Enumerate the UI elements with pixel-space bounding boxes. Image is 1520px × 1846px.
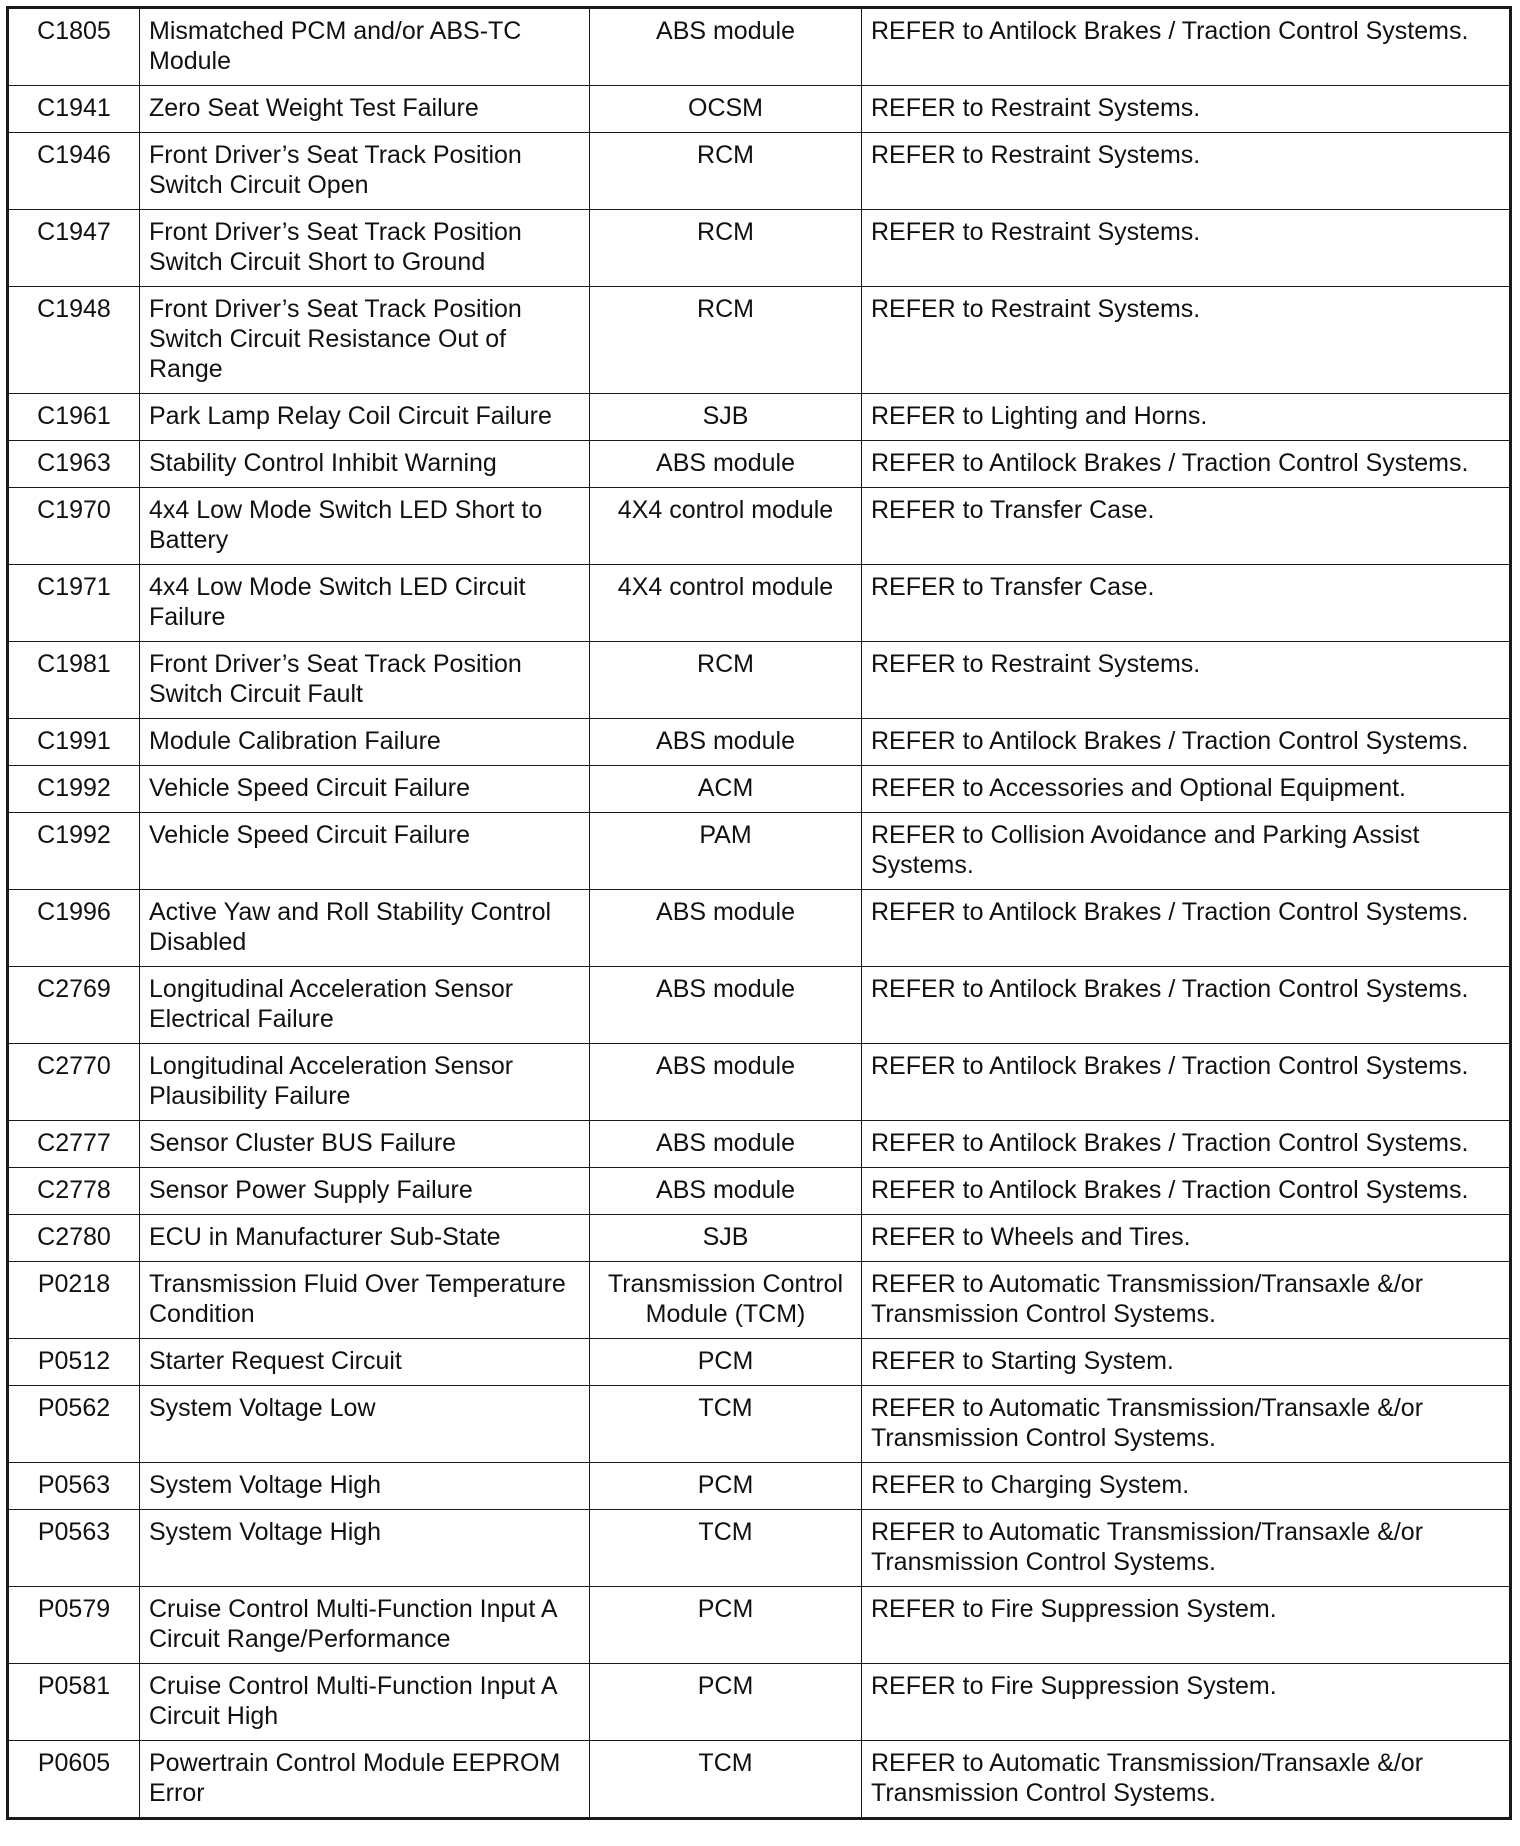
- dtc-action-cell: REFER to Restraint Systems.: [862, 287, 1511, 394]
- dtc-module-cell: 4X4 control module: [590, 565, 862, 642]
- dtc-action-cell: REFER to Restraint Systems.: [862, 133, 1511, 210]
- table-row: [8, 642, 1511, 719]
- dtc-action-cell: REFER to Accessories and Optional Equipment.: [862, 766, 1511, 813]
- table-row: [8, 394, 1511, 441]
- dtc-module-cell: ACM: [590, 766, 862, 813]
- table-row: [8, 441, 1511, 488]
- table-row: [8, 210, 1511, 287]
- dtc-code-cell: P0581: [8, 1664, 140, 1741]
- dtc-action-cell: REFER to Automatic Transmission/Transaxle &/or Transmission Control Systems.: [862, 1741, 1511, 1819]
- dtc-action-cell: REFER to Restraint Systems.: [862, 86, 1511, 133]
- dtc-module-cell: RCM: [590, 210, 862, 287]
- dtc-module-cell: RCM: [590, 287, 862, 394]
- dtc-module-cell: ABS module: [590, 441, 862, 488]
- dtc-module-cell: ABS module: [590, 719, 862, 766]
- dtc-table-body: [8, 8, 1511, 1819]
- dtc-code-cell: C1963: [8, 441, 140, 488]
- dtc-action-cell: REFER to Starting System.: [862, 1339, 1511, 1386]
- dtc-module-cell: ABS module: [590, 967, 862, 1044]
- dtc-code-cell: P0218: [8, 1262, 140, 1339]
- table-row: [8, 813, 1511, 890]
- dtc-action-cell: REFER to Transfer Case.: [862, 488, 1511, 565]
- table-row: [8, 967, 1511, 1044]
- table-row: [8, 1168, 1511, 1215]
- table-row: [8, 1386, 1511, 1463]
- dtc-action-cell: REFER to Fire Suppression System.: [862, 1664, 1511, 1741]
- dtc-description-cell: Longitudinal Acceleration Sensor Plausibility Failure: [140, 1044, 590, 1121]
- dtc-code-cell: C1946: [8, 133, 140, 210]
- dtc-description-cell: 4x4 Low Mode Switch LED Short to Battery: [140, 488, 590, 565]
- table-row: [8, 1587, 1511, 1664]
- dtc-description-cell: Vehicle Speed Circuit Failure: [140, 766, 590, 813]
- table-row: [8, 1741, 1511, 1819]
- dtc-description-cell: Vehicle Speed Circuit Failure: [140, 813, 590, 890]
- dtc-action-cell: REFER to Antilock Brakes / Traction Control Systems.: [862, 441, 1511, 488]
- dtc-code-cell: P0512: [8, 1339, 140, 1386]
- dtc-module-cell: ABS module: [590, 890, 862, 967]
- dtc-description-cell: System Voltage Low: [140, 1386, 590, 1463]
- table-row: [8, 719, 1511, 766]
- dtc-code-cell: C2780: [8, 1215, 140, 1262]
- dtc-module-cell: TCM: [590, 1386, 862, 1463]
- dtc-description-cell: Zero Seat Weight Test Failure: [140, 86, 590, 133]
- dtc-code-cell: C1981: [8, 642, 140, 719]
- table-row: [8, 1044, 1511, 1121]
- dtc-action-cell: REFER to Restraint Systems.: [862, 642, 1511, 719]
- dtc-description-cell: Front Driver’s Seat Track Position Switch Circuit Fault: [140, 642, 590, 719]
- dtc-description-cell: Sensor Power Supply Failure: [140, 1168, 590, 1215]
- dtc-action-cell: REFER to Collision Avoidance and Parking Assist Systems.: [862, 813, 1511, 890]
- dtc-code-cell: C1805: [8, 8, 140, 86]
- dtc-description-cell: Cruise Control Multi-Function Input A Circuit High: [140, 1664, 590, 1741]
- dtc-description-cell: ECU in Manufacturer Sub-State: [140, 1215, 590, 1262]
- dtc-module-cell: TCM: [590, 1510, 862, 1587]
- dtc-action-cell: REFER to Antilock Brakes / Traction Control Systems.: [862, 1044, 1511, 1121]
- table-row: [8, 1664, 1511, 1741]
- dtc-module-cell: Transmission Control Module (TCM): [590, 1262, 862, 1339]
- table-row: [8, 1262, 1511, 1339]
- dtc-code-cell: C1971: [8, 565, 140, 642]
- table-row: [8, 766, 1511, 813]
- dtc-description-cell: System Voltage High: [140, 1510, 590, 1587]
- dtc-description-cell: Sensor Cluster BUS Failure: [140, 1121, 590, 1168]
- dtc-action-cell: REFER to Antilock Brakes / Traction Control Systems.: [862, 890, 1511, 967]
- dtc-action-cell: REFER to Restraint Systems.: [862, 210, 1511, 287]
- dtc-code-cell: C2777: [8, 1121, 140, 1168]
- table-row: [8, 890, 1511, 967]
- dtc-description-cell: Transmission Fluid Over Temperature Condition: [140, 1262, 590, 1339]
- dtc-action-cell: REFER to Fire Suppression System.: [862, 1587, 1511, 1664]
- dtc-module-cell: TCM: [590, 1741, 862, 1819]
- dtc-code-cell: C2769: [8, 967, 140, 1044]
- dtc-description-cell: System Voltage High: [140, 1463, 590, 1510]
- dtc-description-cell: Stability Control Inhibit Warning: [140, 441, 590, 488]
- table-row: [8, 8, 1511, 86]
- dtc-code-cell: P0562: [8, 1386, 140, 1463]
- table-row: [8, 1463, 1511, 1510]
- dtc-code-cell: C1947: [8, 210, 140, 287]
- dtc-module-cell: ABS module: [590, 1044, 862, 1121]
- dtc-description-cell: Active Yaw and Roll Stability Control Disabled: [140, 890, 590, 967]
- dtc-code-cell: P0579: [8, 1587, 140, 1664]
- dtc-code-cell: C2778: [8, 1168, 140, 1215]
- dtc-action-cell: REFER to Lighting and Horns.: [862, 394, 1511, 441]
- dtc-description-cell: Starter Request Circuit: [140, 1339, 590, 1386]
- dtc-description-cell: Front Driver’s Seat Track Position Switch Circuit Open: [140, 133, 590, 210]
- dtc-code-cell: C1970: [8, 488, 140, 565]
- dtc-action-cell: REFER to Antilock Brakes / Traction Control Systems.: [862, 719, 1511, 766]
- dtc-module-cell: SJB: [590, 1215, 862, 1262]
- table-row: [8, 133, 1511, 210]
- dtc-description-cell: Cruise Control Multi-Function Input A Circuit Range/Performance: [140, 1587, 590, 1664]
- dtc-module-cell: PAM: [590, 813, 862, 890]
- dtc-module-cell: PCM: [590, 1339, 862, 1386]
- dtc-action-cell: REFER to Automatic Transmission/Transaxle &/or Transmission Control Systems.: [862, 1262, 1511, 1339]
- dtc-table: [6, 6, 1512, 1820]
- dtc-module-cell: RCM: [590, 642, 862, 719]
- dtc-description-cell: Front Driver’s Seat Track Position Switch Circuit Resistance Out of Range: [140, 287, 590, 394]
- table-row: [8, 1510, 1511, 1587]
- dtc-action-cell: REFER to Charging System.: [862, 1463, 1511, 1510]
- table-row: [8, 1121, 1511, 1168]
- table-row: [8, 565, 1511, 642]
- dtc-code-cell: C1948: [8, 287, 140, 394]
- dtc-action-cell: REFER to Automatic Transmission/Transaxle &/or Transmission Control Systems.: [862, 1510, 1511, 1587]
- dtc-module-cell: 4X4 control module: [590, 488, 862, 565]
- dtc-action-cell: REFER to Antilock Brakes / Traction Control Systems.: [862, 967, 1511, 1044]
- table-row: [8, 488, 1511, 565]
- dtc-description-cell: Powertrain Control Module EEPROM Error: [140, 1741, 590, 1819]
- dtc-action-cell: REFER to Automatic Transmission/Transaxle &/or Transmission Control Systems.: [862, 1386, 1511, 1463]
- dtc-code-cell: C1992: [8, 813, 140, 890]
- dtc-module-cell: ABS module: [590, 1168, 862, 1215]
- dtc-action-cell: REFER to Transfer Case.: [862, 565, 1511, 642]
- table-row: [8, 1339, 1511, 1386]
- table-row: [8, 86, 1511, 133]
- dtc-description-cell: Module Calibration Failure: [140, 719, 590, 766]
- dtc-code-cell: C1961: [8, 394, 140, 441]
- dtc-description-cell: Front Driver’s Seat Track Position Switch Circuit Short to Ground: [140, 210, 590, 287]
- dtc-module-cell: PCM: [590, 1664, 862, 1741]
- dtc-code-cell: P0605: [8, 1741, 140, 1819]
- dtc-module-cell: ABS module: [590, 8, 862, 86]
- dtc-action-cell: REFER to Antilock Brakes / Traction Control Systems.: [862, 1168, 1511, 1215]
- dtc-description-cell: Mismatched PCM and/or ABS-TC Module: [140, 8, 590, 86]
- dtc-code-cell: P0563: [8, 1510, 140, 1587]
- dtc-module-cell: ABS module: [590, 1121, 862, 1168]
- dtc-description-cell: Longitudinal Acceleration Sensor Electrical Failure: [140, 967, 590, 1044]
- dtc-code-cell: C1941: [8, 86, 140, 133]
- table-row: [8, 287, 1511, 394]
- dtc-module-cell: RCM: [590, 133, 862, 210]
- dtc-code-cell: C1992: [8, 766, 140, 813]
- dtc-description-cell: Park Lamp Relay Coil Circuit Failure: [140, 394, 590, 441]
- dtc-code-cell: C1991: [8, 719, 140, 766]
- dtc-code-cell: P0563: [8, 1463, 140, 1510]
- dtc-action-cell: REFER to Antilock Brakes / Traction Control Systems.: [862, 8, 1511, 86]
- dtc-module-cell: OCSM: [590, 86, 862, 133]
- dtc-description-cell: 4x4 Low Mode Switch LED Circuit Failure: [140, 565, 590, 642]
- dtc-code-cell: C2770: [8, 1044, 140, 1121]
- dtc-code-cell: C1996: [8, 890, 140, 967]
- dtc-action-cell: REFER to Wheels and Tires.: [862, 1215, 1511, 1262]
- table-row: [8, 1215, 1511, 1262]
- dtc-action-cell: REFER to Antilock Brakes / Traction Control Systems.: [862, 1121, 1511, 1168]
- dtc-module-cell: SJB: [590, 394, 862, 441]
- dtc-module-cell: PCM: [590, 1587, 862, 1664]
- dtc-module-cell: PCM: [590, 1463, 862, 1510]
